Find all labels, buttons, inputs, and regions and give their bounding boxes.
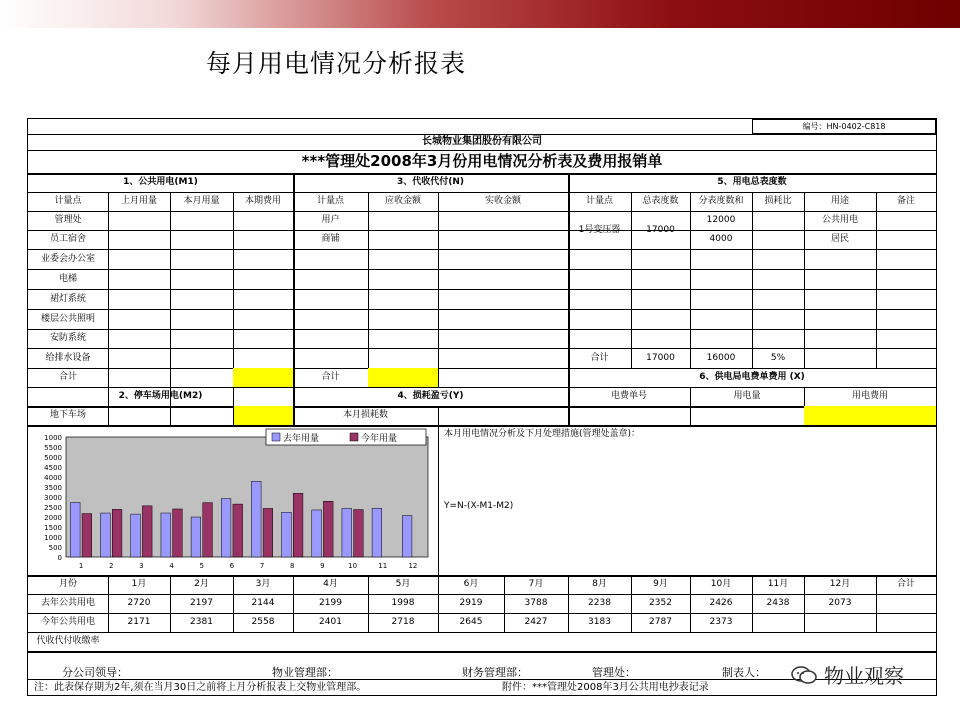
- grid-line: [28, 632, 936, 633]
- sec5-col-header: 用途: [830, 196, 849, 206]
- x-tick-label: 2: [109, 562, 114, 570]
- bar: [173, 509, 183, 557]
- legend-label: 去年用量: [283, 434, 320, 444]
- signature-label: 分公司领导：: [62, 665, 128, 679]
- sec1-row-label: 员工宿舍: [49, 234, 86, 244]
- bar: [70, 503, 80, 557]
- usage-bar-chart: [30, 427, 436, 573]
- grid-line: [438, 368, 439, 387]
- grid-line: [28, 329, 936, 330]
- sec5-sum-ratio: 5%: [770, 352, 786, 363]
- last-year-value: 2426: [709, 598, 733, 608]
- bar: [101, 513, 111, 557]
- y-tick-label: 3500: [44, 484, 62, 492]
- signature-label: 管理处：: [592, 665, 636, 679]
- section1-header: 1、公共用电(M1): [123, 177, 198, 187]
- last-year-value: 2199: [319, 598, 342, 608]
- sec5-col-header: 分表度数和: [698, 196, 744, 206]
- month-header: 12月: [829, 579, 851, 589]
- sec1-col-header: 本期费用: [244, 196, 281, 206]
- sec3-total-label: 合计: [321, 372, 340, 382]
- x-tick-label: 10: [348, 562, 358, 570]
- this-year-value: 3183: [588, 617, 611, 627]
- this-year-value: [804, 613, 876, 632]
- this-year-label: 今年公共用电: [40, 617, 95, 627]
- form-code: 编号：HN-0402-C818: [752, 119, 936, 134]
- last-year-value: [876, 594, 936, 613]
- month-header: 5月: [395, 579, 411, 589]
- x-tick-label: 8: [290, 562, 295, 570]
- last-year-value: 2197: [190, 598, 213, 608]
- section6-header: 6、供电局电费单费用 (X): [699, 372, 805, 382]
- sec5-total-reading: 17000: [646, 224, 675, 235]
- legend-label: 今年用量: [361, 434, 398, 444]
- sec3-col-header: 应收金额: [384, 196, 421, 206]
- last-year-label: 去年公共用电: [40, 598, 95, 608]
- section5-header: 5、用电总表度数: [717, 177, 787, 187]
- bar: [131, 514, 141, 557]
- sec1-col-header: 上月用量: [120, 196, 157, 206]
- section2-header: 2、停车场用电(M2): [118, 391, 203, 401]
- sec5-col-header: 计量点: [585, 196, 613, 206]
- x-tick-label: 6: [229, 562, 235, 570]
- bar: [293, 493, 303, 557]
- this-year-value: 2381: [190, 617, 213, 627]
- grid-line: [28, 309, 936, 310]
- sec4-label: 本月损耗数: [342, 410, 388, 420]
- sec1-col-header: 计量点: [54, 196, 82, 206]
- bar: [112, 509, 122, 557]
- sec5-sum-label: 合计: [590, 352, 609, 363]
- form-title: ***管理处2008年3月份用电情况分析表及费用报销单: [301, 152, 663, 170]
- bar: [402, 516, 412, 557]
- y-tick-label: 3000: [44, 494, 62, 502]
- section3-header: 3、代收代付(N): [396, 177, 465, 187]
- sec1-total-fee: [233, 368, 293, 387]
- grid-line: [108, 406, 109, 425]
- month-header: 3月: [255, 579, 271, 589]
- x-tick-label: 12: [408, 562, 418, 570]
- agency-rate-label: 代收代付收缴率: [36, 636, 100, 646]
- y-tick-label: 2500: [44, 504, 62, 512]
- bar: [312, 510, 322, 557]
- sec5-sum-total: 17000: [646, 352, 675, 363]
- legend-swatch: [350, 433, 358, 441]
- last-year-value: 2720: [127, 598, 151, 608]
- grid-line: [438, 192, 439, 368]
- sec3-row-label: 用户: [321, 215, 340, 225]
- signature-label: 财务管理部：: [462, 665, 528, 679]
- x-tick-label: 11: [378, 562, 388, 570]
- y-tick-label: 5500: [44, 444, 62, 452]
- bar: [354, 510, 364, 557]
- this-year-value: 2718: [391, 617, 415, 627]
- grid-line: [438, 425, 439, 575]
- last-year-value: 2352: [649, 598, 672, 608]
- month-header: 8月: [592, 579, 607, 589]
- last-year-value: 2073: [828, 598, 852, 608]
- bar: [342, 508, 352, 557]
- signature-label: 制表人：: [722, 665, 766, 679]
- bar: [203, 503, 213, 557]
- last-year-value: 1998: [391, 598, 415, 608]
- bar: [191, 517, 201, 557]
- grid-line: [170, 192, 171, 368]
- sec1-row-label: 给排水设备: [45, 352, 91, 363]
- this-year-value: 2373: [709, 617, 733, 627]
- x-tick-label: 5: [199, 562, 204, 570]
- last-year-value: 2144: [251, 598, 275, 608]
- grid-line: [170, 368, 171, 387]
- y-tick-label: 0: [57, 554, 62, 562]
- month-header: 11月: [767, 579, 789, 589]
- y-tick-label: 2000: [44, 514, 62, 522]
- chat-bubble-icon: [790, 664, 818, 686]
- grid-line: [876, 192, 877, 368]
- grid-line: [28, 211, 936, 212]
- bar: [82, 514, 92, 557]
- sec6-col-header: 用电费用: [851, 391, 888, 401]
- signature-label: 物业管理部：: [272, 665, 338, 679]
- sec5-use-2: 居民: [830, 234, 849, 244]
- x-tick-label: 4: [169, 562, 174, 570]
- grid-line: [233, 192, 234, 368]
- last-year-value: 2919: [459, 598, 483, 608]
- sec6-col-header: 电费单号: [610, 391, 647, 401]
- month-header: 合计: [896, 579, 915, 589]
- last-year-value: 2238: [588, 598, 611, 608]
- month-header: 9月: [653, 579, 668, 589]
- this-year-value: 2645: [459, 617, 483, 627]
- y-tick-label: 1000: [44, 434, 62, 442]
- watermark: [790, 660, 904, 689]
- grid-line: [28, 230, 936, 231]
- grid-line: [28, 249, 936, 250]
- grid-line: [752, 192, 753, 368]
- bar: [142, 506, 152, 557]
- this-year-value: 2171: [127, 617, 151, 627]
- grid-line: [108, 192, 109, 368]
- grid-line: [28, 651, 936, 653]
- sec1-total-label: 合计: [58, 372, 77, 382]
- y-tick-label: 4000: [44, 474, 62, 482]
- bar: [233, 504, 243, 557]
- grid-line: [438, 406, 439, 425]
- month-header: 2月: [194, 579, 209, 589]
- sec5-sub-reading-1: 12000: [706, 215, 736, 225]
- month-header: 月份: [58, 579, 77, 589]
- month-header: 7月: [528, 579, 544, 589]
- footnote: 注：此表保存期为2年,须在当月30日之前将上月分析报表上交物业管理部。: [34, 682, 367, 693]
- y-tick-label: 1000: [44, 534, 62, 542]
- grid-line: [28, 269, 936, 270]
- sec1-row-label: 楼层公共照明: [40, 313, 95, 324]
- top-banner: [0, 0, 960, 28]
- this-year-value: [876, 613, 936, 632]
- watermark-text: 物业观察: [824, 664, 904, 688]
- y-tick-label: 500: [48, 544, 62, 552]
- x-tick-label: 1: [78, 562, 84, 570]
- grid-line: [28, 289, 936, 290]
- sec5-use-1: 公共用电: [821, 215, 858, 225]
- sec5-col-header: 损耗比: [764, 196, 792, 206]
- sec5-sub-reading-2: 4000: [709, 234, 733, 244]
- bar: [161, 513, 171, 557]
- sec3-col-header: 计量点: [316, 196, 344, 206]
- sec1-col-header: 本月用量: [183, 196, 220, 206]
- bar: [282, 512, 292, 557]
- sec5-col-header: 总表度数: [642, 196, 679, 206]
- attachment-note: 附件：***管理处2008年3月公共用电抄表记录: [502, 682, 709, 693]
- formula-text: Y=N-(X-M1-M2): [444, 500, 514, 511]
- legend-swatch: [272, 433, 280, 441]
- bar: [323, 501, 333, 557]
- bar: [263, 508, 273, 557]
- x-tick-label: 3: [139, 562, 144, 570]
- slide-title: 每月用电情况分析报表: [206, 49, 467, 78]
- last-year-value: 2438: [766, 598, 790, 608]
- sec5-col-header: 备注: [896, 196, 915, 206]
- month-header: 6月: [463, 579, 479, 589]
- sec2-row-label: 地下车场: [49, 410, 86, 420]
- this-year-value: 2558: [251, 617, 275, 627]
- company-name: 长城物业集团股份有限公司: [422, 136, 542, 147]
- this-year-value: 2427: [524, 617, 548, 627]
- last-year-value: 3788: [524, 598, 548, 608]
- sec3-total-receivable: [368, 368, 438, 387]
- sec1-row-label: 管理处: [54, 215, 82, 225]
- sec6-fee: [804, 406, 936, 425]
- bar: [372, 508, 382, 557]
- x-tick-label: 9: [320, 562, 325, 570]
- sec1-row-label: 电梯: [58, 273, 77, 284]
- analysis-label: 本月用电情况分析及下月处理措施(管理处盖章)：: [444, 428, 641, 439]
- this-year-value: [752, 613, 804, 632]
- sec5-sum-sub: 16000: [706, 352, 736, 363]
- bar: [221, 499, 231, 557]
- sec1-row-label: 业委会办公室: [40, 253, 95, 264]
- y-tick-label: 1500: [44, 524, 62, 532]
- report-form: [27, 118, 937, 696]
- grid-line: [170, 406, 171, 425]
- month-header: 4月: [323, 579, 338, 589]
- sec3-col-header: 实收金额: [484, 196, 521, 206]
- month-header: 10月: [710, 579, 732, 589]
- bar: [251, 481, 261, 557]
- section4-header: 4、损耗盈亏(Y): [397, 391, 464, 401]
- sec6-col-header: 用电量: [733, 391, 761, 401]
- this-year-value: 2401: [319, 617, 342, 627]
- y-tick-label: 4500: [44, 464, 62, 472]
- grid-line: [368, 192, 369, 368]
- sec5-meter: 1号变压器: [578, 224, 621, 235]
- this-year-value: 2787: [649, 617, 672, 627]
- sec2-fee: [233, 406, 293, 425]
- x-tick-label: 7: [259, 562, 265, 570]
- grid-line: [108, 368, 109, 387]
- grid-line: [233, 406, 234, 425]
- sec3-row-label: 商铺: [321, 234, 340, 244]
- grid-line: [28, 406, 936, 408]
- y-tick-label: 5000: [44, 454, 62, 462]
- sec1-row-label: 安防系统: [49, 333, 86, 343]
- month-header: 1月: [131, 579, 147, 589]
- sec1-row-label: 裙灯系统: [49, 293, 86, 304]
